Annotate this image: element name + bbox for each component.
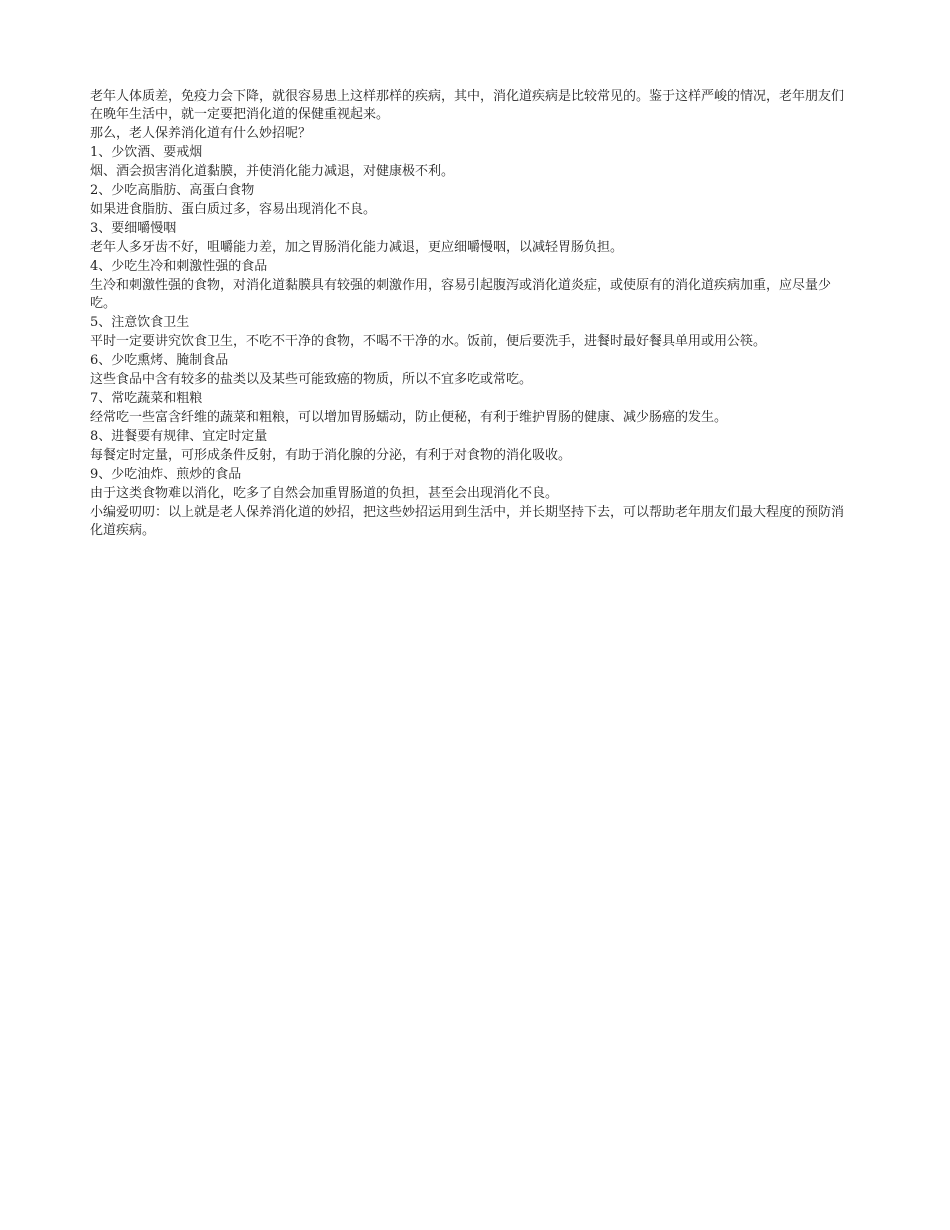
conclusion-paragraph: 小编爱叨叨：以上就是老人保养消化道的妙招，把这些妙招运用到生活中，并长期坚持下去，可以帮助老年朋友们最大程度的预防消化道疾病。 (90, 505, 845, 538)
article-body (90, 88, 855, 541)
tip-heading-4: 4、少吃生冷和刺激性强的食品 (90, 259, 268, 274)
tip-body-3: 老年人多牙齿不好，咀嚼能力差，加之胃肠消化能力减退，更应细嚼慢咽，以减轻胃肠负担。 (90, 240, 624, 255)
intro-paragraph: 老年人体质差，免疫力会下降，就很容易患上这样那样的疾病，其中，消化道疾病是比较常见的。鉴于这样严峻的情况，老年朋友们在晚年生活中，就一定要把消化道的保健重视起来。 (90, 89, 845, 122)
tip-heading-3: 3、要细嚼慢咽 (90, 221, 177, 236)
tip-body-1: 烟、酒会损害消化道黏膜，并使消化能力减退，对健康极不利。 (90, 164, 455, 179)
tip-heading-1: 1、少饮酒、要戒烟 (90, 145, 203, 160)
tip-heading-5: 5、注意饮食卫生 (90, 315, 190, 330)
tip-body-6: 这些食品中含有较多的盐类以及某些可能致癌的物质，所以不宜多吃或常吃。 (90, 372, 533, 387)
tip-heading-8: 8、进餐要有规律、宜定时定量 (90, 429, 268, 444)
tip-body-5: 平时一定要讲究饮食卫生，不吃不干净的食物，不喝不干净的水。饭前，便后要洗手，进餐时最好餐具单用或用公筷。 (90, 334, 767, 349)
tip-heading-6: 6、少吃熏烤、腌制食品 (90, 353, 229, 368)
tip-body-9: 由于这类食物难以消化，吃多了自然会加重胃肠道的负担，甚至会出现消化不良。 (90, 486, 559, 501)
intro-question: 那么，老人保养消化道有什么妙招呢？ (90, 126, 312, 141)
tip-body-7: 经常吃一些富含纤维的蔬菜和粗粮，可以增加胃肠蠕动，防止便秘，有利于维护胃肠的健康、减少肠癌的发生。 (90, 410, 728, 425)
tip-body-4: 生冷和刺激性强的食物，对消化道黏膜具有较强的刺激作用，容易引起腹泻或消化道炎症，或使原有的消化道疾病加重，应尽量少吃。 (90, 278, 832, 311)
tip-body-8: 每餐定时定量，可形成条件反射，有助于消化腺的分泌，有利于对食物的消化吸收。 (90, 448, 572, 463)
tip-heading-7: 7、常吃蔬菜和粗粮 (90, 391, 203, 406)
tip-heading-9: 9、少吃油炸、煎炒的食品 (90, 467, 242, 482)
tip-heading-2: 2、少吃高脂肪、高蛋白食物 (90, 183, 255, 198)
tip-body-2: 如果进食脂肪、蛋白质过多，容易出现消化不良。 (90, 202, 377, 217)
